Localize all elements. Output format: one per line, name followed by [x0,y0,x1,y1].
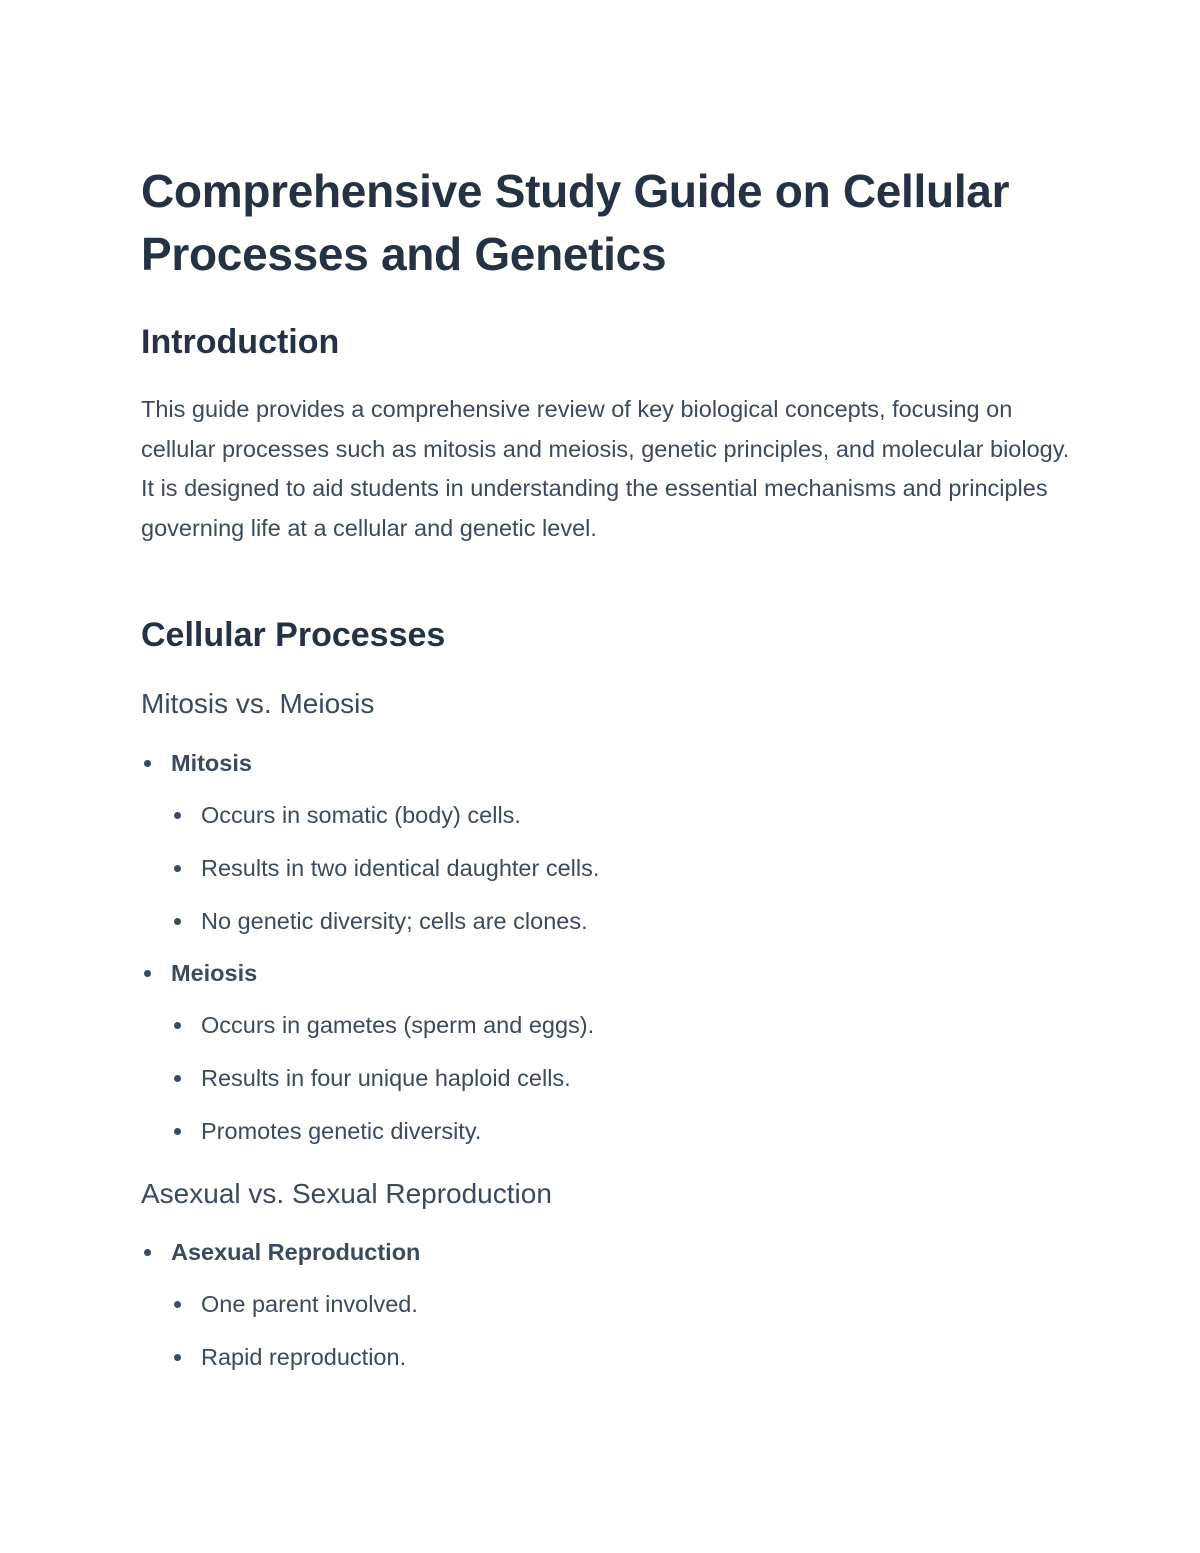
meiosis-points [171,1010,1081,1146]
mitosis-vs-meiosis-heading: Mitosis vs. Meiosis [141,688,375,719]
list-item-meiosis [141,958,1081,1146]
bullet-icon [174,918,181,925]
point-text: No genetic diversity; cells are clones. [201,908,588,934]
list-item-asexual [141,1237,1081,1372]
point-text: Rapid reproduction. [201,1344,407,1370]
bullet-icon [174,865,181,872]
asexual-points [171,1289,1081,1372]
bullet-icon [144,760,151,767]
asexual-vs-sexual-heading: Asexual vs. Sexual Reproduction [141,1178,552,1209]
bullet-icon [174,1301,181,1308]
list-item [171,1289,1081,1319]
cellular-processes-heading: Cellular Processes [141,616,446,654]
item-label: Mitosis [171,750,252,776]
bullet-icon [174,1075,181,1082]
list-item [171,853,1081,883]
bullet-icon [174,1354,181,1361]
point-text: One parent involved. [201,1291,418,1317]
list-item [171,1342,1081,1372]
reproduction-list [141,1237,1081,1372]
point-text: Results in two identical daughter cells. [201,855,600,881]
bullet-icon [174,1022,181,1029]
introduction-heading: Introduction [141,323,340,361]
bullet-icon [174,1128,181,1135]
list-item [171,906,1081,936]
bullet-icon [144,970,151,977]
bullet-icon [174,812,181,819]
list-item-mitosis [141,748,1081,936]
point-text: Occurs in somatic (body) cells. [201,802,521,828]
introduction-paragraph: This guide provides a comprehensive review of key biological concepts, focusing on cellular processes such as mitosis and meiosis, genetic principles, and molecular biology. It is designed to aid students in understanding the essential mechanisms and principles governing life at a cellular and genetic level. [141,396,1070,541]
mitosis-meiosis-list [141,748,1081,1146]
item-label: Meiosis [171,960,258,986]
point-text: Occurs in gametes (sperm and eggs). [201,1012,595,1038]
document-title: Comprehensive Study Guide on Cellular Processes and Genetics [141,165,1010,280]
item-label: Asexual Reproduction [171,1239,421,1265]
list-item [171,1010,1081,1040]
list-item [171,1063,1081,1093]
mitosis-points [171,800,1081,936]
list-item [171,1116,1081,1146]
point-text: Promotes genetic diversity. [201,1118,482,1144]
point-text: Results in four unique haploid cells. [201,1065,571,1091]
bullet-icon [144,1249,151,1256]
list-item [171,800,1081,830]
